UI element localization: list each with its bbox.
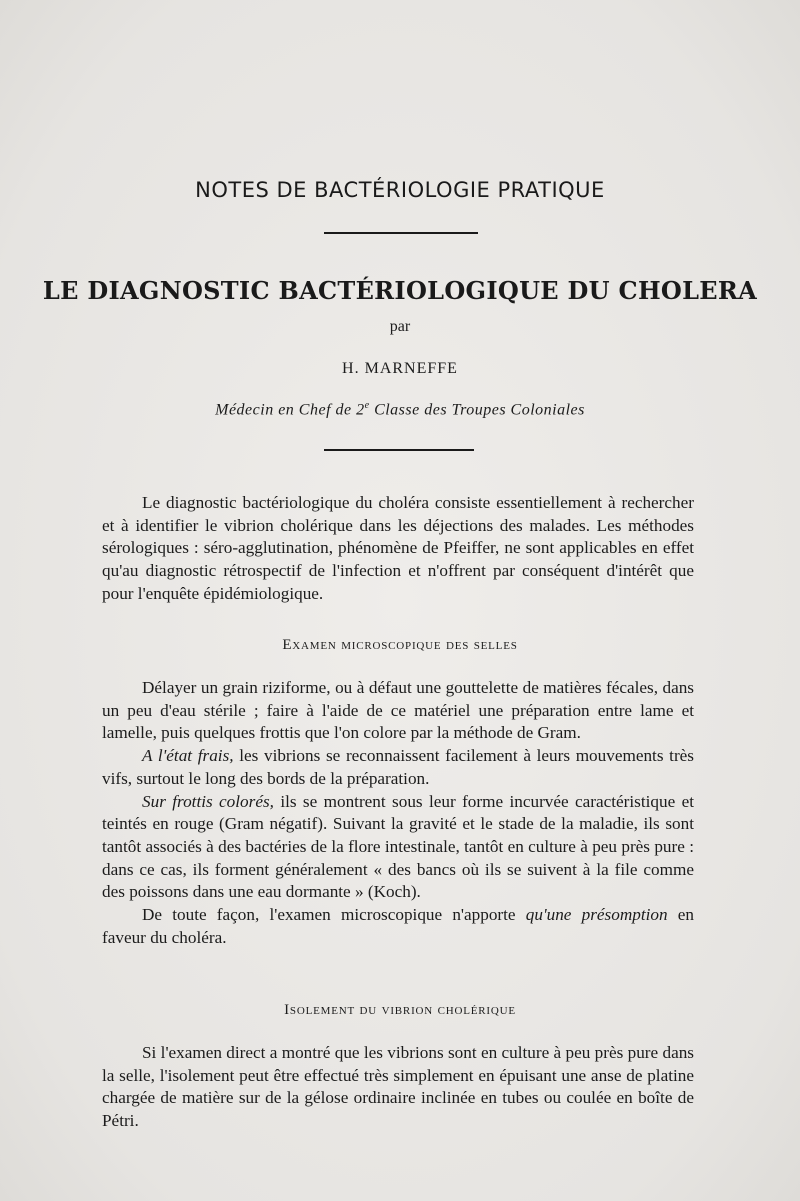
- microscopy-p4-italic: qu'une présomption: [525, 905, 668, 925]
- isolation-section: [102, 1042, 694, 1133]
- microscopy-paragraph-1: Délayer un grain riziforme, ou à défaut une gouttelette de matières fécales, dans un peu d'eau stérile ; faire à l'aide de ce matériel une préparation entre lame et lamelle, puis quelques frottis que l'on colore par la méthode de Gram.: [102, 678, 694, 743]
- microscopy-section: [102, 677, 694, 949]
- author-name: H. MARNEFFE: [342, 360, 458, 377]
- microscopy-paragraph-3: [102, 791, 694, 905]
- section-heading-isolation: Isolement du vibrion cholérique: [284, 1002, 516, 1018]
- series-title: NOTES DE BACTÉRIOLOGIE PRATIQUE: [195, 178, 605, 202]
- intro-paragraph: Le diagnostic bactériologique du choléra consiste essentiellement à rechercher et à identifier le vibrion cholérique dans les déjections des malades. Les méthodes sérologiques : séro-agglutination, phénomène de Pfeiffer, ne sont applicables en effet qu'au diagnostic rétrospectif de l'infection et n'offrent par conséquent d'intérêt que pour l'enquête épidémiologique.: [102, 493, 694, 603]
- microscopy-p2-rest: les vibrions se reconnaissent facilement à leurs mouvements très vifs, surtout le long des bords de la préparation.: [102, 746, 694, 788]
- microscopy-paragraph-4: [102, 904, 694, 949]
- microscopy-p4-post: en faveur du choléra.: [102, 905, 694, 947]
- microscopy-p4-pre: De toute façon, l'examen microscopique n'apporte: [142, 905, 526, 925]
- microscopy-p3-italic: Sur frottis colorés,: [142, 791, 274, 811]
- title-divider-top: [324, 232, 478, 234]
- isolation-paragraph-1: Si l'examen direct a montré que les vibrions sont en culture à peu près pure dans la selle, l'isolement peut être effectué très simplement en épuisant une anse de platine chargée de matière sur de la gélose ordinaire inclinée en tubes ou coulée en boîte de Pétri.: [102, 1043, 694, 1131]
- intro-section: [102, 492, 694, 606]
- title-divider-bottom: [324, 449, 474, 451]
- affiliation-post: Classe des Troupes Coloniales: [369, 401, 585, 419]
- article-title: LE DIAGNOSTIC BACTÉRIOLOGIQUE DU CHOLERA: [42, 276, 758, 305]
- author-affiliation: [0, 400, 800, 419]
- affiliation-pre: Médecin en Chef de 2: [215, 401, 365, 419]
- section-heading-microscopy: Examen microscopique des selles: [282, 637, 518, 653]
- affiliation-sup: e: [364, 400, 370, 411]
- microscopy-p3-rest: ils se montrent sous leur forme incurvée caractéristique et teintés en rouge (Gram négatif). Suivant la gravité et le stade de la maladie, ils sont tantôt associés à des bactéries de la flore intestinale, tantôt en culture à peu près pure : dans ce cas, ils forment généralement « des bancs où ils se suivent à la file comme des poissons dans une eau dormante » (Koch).: [102, 791, 694, 902]
- microscopy-p2-italic: A l'état frais,: [142, 746, 234, 766]
- microscopy-paragraph-2: [102, 745, 694, 790]
- byline-par: par: [389, 318, 411, 335]
